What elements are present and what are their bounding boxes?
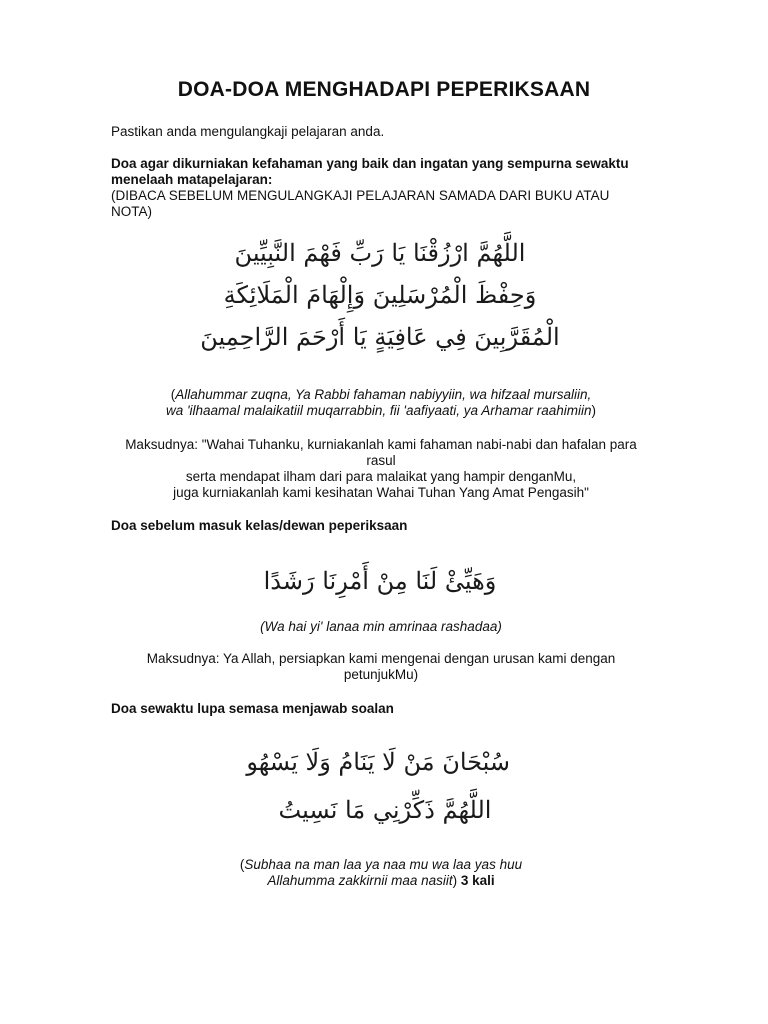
translit-line1: Allahummar zuqna, Ya Rabbi fahaman nabiyyiin, wa hifzaal mursaliin, <box>175 387 592 402</box>
section3-transliteration <box>111 857 651 889</box>
translit-line2: Allahumma zakkirnii maa nasiit <box>267 873 453 888</box>
arabic-line: الْمُقَرَّبِينَ فِي عَافِيَةٍ يَا أَرْحَمَ الرَّاحِمِينَ <box>200 323 560 351</box>
arabic-line: وَهَيِّئْ لَنَا مِنْ أَمْرِنَا رَشَدًا <box>263 567 497 595</box>
section1-heading <box>111 156 651 188</box>
arabic-line: اللَّهُمَّ ارْزُقْنَا يَا رَبِّ فَهْمَ النَّبِيِّينَ <box>234 239 526 267</box>
paren-close: ) <box>452 873 458 888</box>
section1-heading-line1: Doa agar dikurniakan kefahaman yang baik dan ingatan yang sempurna sewaktu <box>111 156 629 171</box>
paren-close: ) <box>591 403 597 418</box>
translit-line1: Subhaa na man laa ya naa mu wa laa yas huu <box>244 857 523 872</box>
section1-note <box>111 188 651 220</box>
section2-arabic-prayer <box>230 560 530 602</box>
paren-open: ( <box>170 387 176 402</box>
section1-meaning <box>111 437 651 501</box>
arabic-line: سُبْحَانَ مَنْ لَا يَنَامُ وَلَا يَسْهُو <box>246 748 510 776</box>
intro-text: Pastikan anda mengulangkaji pelajaran anda. <box>111 124 385 139</box>
section1-arabic-prayer <box>190 232 570 358</box>
section1-heading-line2: menelaah matapelajaran: <box>111 172 273 187</box>
meaning-line2: petunjukMu) <box>343 667 419 682</box>
arabic-line: وَحِفْظَ الْمُرْسَلِينَ وَإِلْهَامَ الْمَلَائِكَةِ <box>223 281 537 309</box>
section3-heading: Doa sewaktu lupa semasa menjawab soalan <box>111 701 394 716</box>
section3-arabic-prayer <box>246 738 510 834</box>
section2-heading: Doa sebelum masuk kelas/dewan peperiksaan <box>111 518 408 533</box>
meaning-line1: Maksudnya: "Wahai Tuhanku, kurniakanlah kami fahaman nabi-nabi dan hafalan para <box>125 437 637 452</box>
paren-open: ( <box>239 857 245 872</box>
section1-transliteration <box>111 387 651 419</box>
meaning-line2: rasul <box>366 453 396 468</box>
meaning-line4: juga kurniakanlah kami kesihatan Wahai Tuhan Yang Amat Pengasih" <box>173 485 589 500</box>
repeat-count: 3 kali <box>460 873 495 888</box>
section2-meaning <box>111 651 651 683</box>
section1-note-line2: NOTA) <box>111 204 152 219</box>
section2-transliteration: (Wa hai yi' lanaa min amrinaa rashadaa) <box>260 619 502 634</box>
arabic-line: اللَّهُمَّ ذَكِّرْنِي مَا نَسِيتُ <box>278 796 492 824</box>
translit-line2: wa 'ilhaamal malaikatiil muqarrabbin, fii 'aafiyaati, ya Arhamar raahimiin <box>165 403 592 418</box>
meaning-line1: Maksudnya: Ya Allah, persiapkan kami mengenai dengan urusan kami dengan <box>146 651 616 666</box>
meaning-line3: serta mendapat ilham dari para malaikat yang hampir denganMu, <box>185 469 577 484</box>
document-title: DOA-DOA MENGHADAPI PEPERIKSAAN <box>177 78 591 101</box>
section1-note-line1: (DIBACA SEBELUM MENGULANGKAJI PELAJARAN SAMADA DARI BUKU ATAU <box>111 188 610 203</box>
